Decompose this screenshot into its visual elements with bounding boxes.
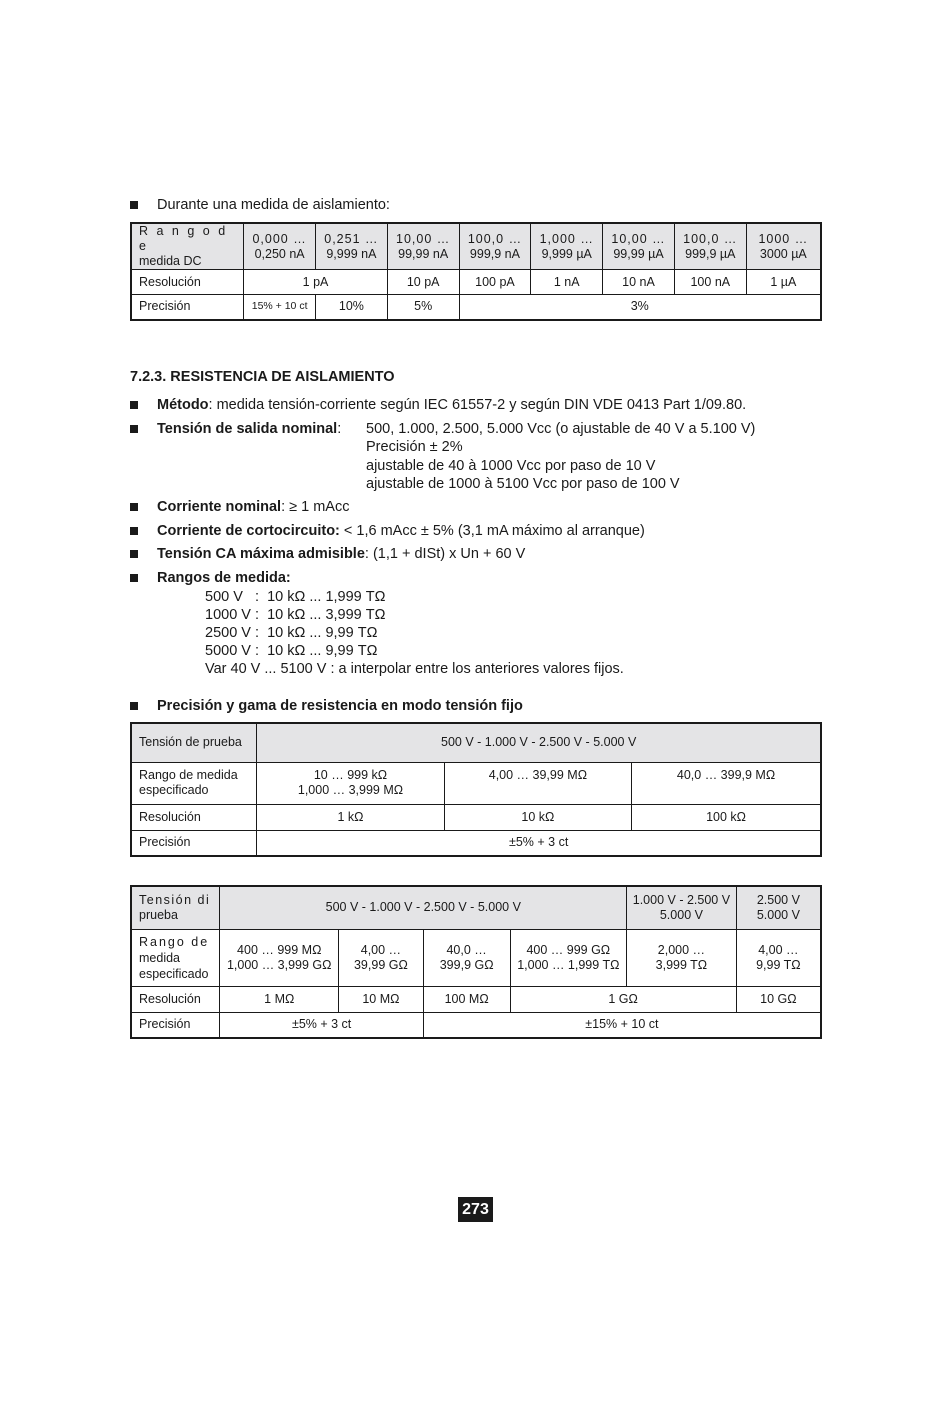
table-cell: ±15% + 10 ct [423, 1012, 821, 1038]
range-cell [387, 223, 459, 270]
output-colon: : [337, 421, 342, 437]
table-row [131, 1012, 821, 1038]
table-cell: 1 GΩ [510, 986, 736, 1012]
range-line: 1000 V : 10 kΩ ... 3,999 TΩ [205, 607, 386, 623]
table-cell: 10 nA [603, 270, 675, 295]
table-cell: 100 MΩ [423, 986, 510, 1012]
bullet-icon [130, 702, 138, 710]
range-top: 0,251 … [324, 231, 379, 246]
voltage-line: 5.000 V [756, 907, 800, 922]
range-cell [746, 223, 821, 270]
table-cell [423, 929, 510, 986]
nominal-current-label: Corriente nominal [157, 499, 282, 515]
method-line [157, 396, 746, 414]
table-cell [627, 929, 737, 986]
table-cell: 5% [387, 295, 459, 320]
range-top: 0,000 … [252, 231, 307, 246]
table-row [131, 723, 821, 762]
range-value: 9,99 TΩ [756, 957, 801, 972]
high-range-table [130, 885, 822, 1039]
table-cell [339, 929, 424, 986]
short-circuit-label: Corriente de cortocircuito: [157, 523, 340, 539]
range-top: 100,0 … [683, 231, 738, 246]
short-circuit-text: < 1,6 mAcc ± 5% (3,1 mA máximo al arranque) [339, 523, 645, 539]
method-label: Método [157, 397, 209, 413]
range-header-cell [131, 223, 244, 270]
output-line [157, 420, 341, 438]
table-row [131, 929, 821, 986]
table-cell: 100 kΩ [632, 804, 821, 830]
range-cell [531, 223, 603, 270]
method-text: : medida tensión-corriente según IEC 61557-2 y según DIN VDE 0413 Part 1/09.80. [208, 397, 747, 413]
range-top: 10,00 … [611, 231, 666, 246]
range-top: 1000 … [758, 231, 809, 246]
range-value: 400 … 999 GΩ [526, 942, 611, 957]
range-line: 500 V : 10 kΩ ... 1,999 TΩ [205, 589, 386, 605]
table-cell: 10 GΩ [736, 986, 821, 1012]
test-voltages: 500 V - 1.000 V - 2.500 V - 5.000 V [257, 723, 821, 762]
precision-label: Precisión [131, 295, 244, 320]
table-cell: 1 MΩ [220, 986, 339, 1012]
table-cell: 10 pA [387, 270, 459, 295]
table-cell: 10 MΩ [339, 986, 424, 1012]
bullet-icon [130, 425, 138, 433]
range-value: 39,99 GΩ [353, 957, 408, 972]
table-row [131, 886, 821, 929]
table-cell: 15% + 10 ct [244, 295, 316, 320]
table-row [131, 762, 821, 804]
test-label-line-1: Tensión di [139, 892, 211, 907]
range-cell [459, 223, 531, 270]
short-circuit-line [157, 522, 645, 540]
table-row [131, 986, 821, 1012]
intro-text: Durante una medida de aislamiento: [157, 197, 390, 213]
range-value: 399,9 GΩ [439, 957, 494, 972]
table-cell: 1 pA [244, 270, 388, 295]
table-cell: 40,0 … 399,9 MΩ [632, 762, 821, 804]
bullet-icon [130, 527, 138, 535]
table-cell: 3% [459, 295, 821, 320]
output-value-4: ajustable de 1000 à 5100 Vcc por paso de 100 V [366, 476, 680, 492]
table-cell: 1 µA [746, 270, 821, 295]
range-cell [316, 223, 388, 270]
range-label-cell [131, 929, 220, 986]
precision-label: Precisión [131, 830, 257, 856]
table-row [131, 804, 821, 830]
range-cell [674, 223, 746, 270]
table-row [131, 830, 821, 856]
range-bottom: 999,9 nA [469, 246, 520, 261]
range-top: 100,0 … [467, 231, 523, 246]
table-cell [220, 929, 339, 986]
table-cell [736, 929, 821, 986]
range-label-line-3: especificado [139, 966, 209, 981]
range-line: 2500 V : 10 kΩ ... 9,99 TΩ [205, 625, 378, 641]
resolution-label: Resolución [131, 986, 220, 1012]
range-value: 10 … 999 kΩ [313, 767, 388, 782]
table-row [131, 295, 821, 320]
range-line: 5000 V : 10 kΩ ... 9,99 TΩ [205, 643, 378, 659]
output-value-2: Precisión ± 2% [366, 439, 463, 455]
voltage-line: 5.000 V [659, 907, 703, 922]
range-cell [603, 223, 675, 270]
page-number: 273 [458, 1197, 493, 1222]
test-voltages: 500 V - 1.000 V - 2.500 V - 5.000 V [220, 886, 627, 929]
table-cell: 10% [316, 295, 388, 320]
table-cell: ±5% + 3 ct [257, 830, 821, 856]
range-header-line-1: R a n g o d e [139, 224, 228, 253]
range-value: 400 … 999 MΩ [237, 942, 322, 957]
nominal-current-text: : ≥ 1 mAcc [281, 499, 350, 515]
precision-heading: Precisión y gama de resistencia en modo tensión fijo [157, 698, 523, 714]
table-row [131, 223, 821, 270]
max-ac-label: Tensión CA máxima admisible [157, 546, 365, 562]
bullet-icon [130, 401, 138, 409]
range-bottom: 0,250 nA [254, 246, 305, 261]
max-ac-text: : (1,1 + dISt) x Un + 60 V [364, 546, 526, 562]
range-value: 3,999 TΩ [655, 957, 708, 972]
range-cell [244, 223, 316, 270]
table-cell: 100 pA [459, 270, 531, 295]
range-bottom: 9,999 µA [541, 246, 592, 261]
table-cell: 10 kΩ [444, 804, 631, 830]
range-value: 1,000 … 1,999 TΩ [517, 957, 620, 972]
bullet-icon [130, 503, 138, 511]
range-label-line-1: Rango de medida [139, 768, 238, 782]
table-cell [257, 762, 444, 804]
precision-label: Precisión [131, 1012, 220, 1038]
nominal-current-line [157, 498, 349, 516]
range-value: 1,000 … 3,999 GΩ [226, 957, 332, 972]
dc-current-table [130, 222, 822, 321]
output-value-3: ajustable de 40 à 1000 Vcc por paso de 10 V [366, 458, 656, 474]
table-cell: ±5% + 3 ct [220, 1012, 423, 1038]
test-voltages-b [627, 886, 737, 929]
voltage-line: 2.500 V [756, 892, 800, 907]
resolution-label: Resolución [131, 270, 244, 295]
range-value: 4,00 … [758, 942, 799, 957]
range-label-line-2: medida [139, 950, 180, 965]
table-cell: 1 kΩ [257, 804, 444, 830]
table-cell: 1 nA [531, 270, 603, 295]
test-voltage-label: Tensión de prueba [131, 723, 257, 762]
table-cell: 100 nA [674, 270, 746, 295]
range-value: 40,0 … [446, 942, 487, 957]
range-label-line-1: Rango de [139, 934, 210, 949]
range-value: 1,000 … 3,999 MΩ [297, 782, 404, 797]
fixed-voltage-table [130, 722, 822, 857]
ranges-label: Rangos de medida: [157, 570, 291, 586]
range-value: 4,00 … [360, 942, 402, 957]
voltage-line: 1.000 V - 2.500 V [632, 892, 731, 907]
range-label-line-2: especificado [139, 783, 209, 797]
max-ac-line [157, 545, 525, 563]
bullet-icon [130, 201, 138, 209]
range-top: 1,000 … [539, 231, 594, 246]
table-cell: 4,00 … 39,99 MΩ [444, 762, 631, 804]
bullet-icon [130, 550, 138, 558]
range-bottom: 99,99 nA [398, 246, 449, 261]
table-row [131, 270, 821, 295]
range-bottom: 9,999 nA [326, 246, 377, 261]
output-label: Tensión de salida nominal [157, 421, 338, 437]
range-bottom: 99,99 µA [613, 246, 664, 261]
output-value-1: 500, 1.000, 2.500, 5.000 Vcc (o ajustable de 40 V a 5.100 V) [366, 421, 756, 437]
range-line: Var 40 V ... 5100 V : a interpolar entre los anteriores valores fijos. [205, 661, 624, 677]
bullet-icon [130, 574, 138, 582]
test-voltage-label [131, 886, 220, 929]
test-label-line-2: prueba [139, 907, 178, 922]
test-voltages-c [736, 886, 821, 929]
range-bottom: 3000 µA [759, 246, 807, 261]
range-header-line-2: medida DC [139, 254, 202, 268]
range-bottom: 999,9 µA [685, 246, 736, 261]
section-title: 7.2.3. RESISTENCIA DE AISLAMIENTO [130, 369, 395, 385]
range-value: 2,000 … [657, 942, 706, 957]
range-label-cell [131, 762, 257, 804]
resolution-label: Resolución [131, 804, 257, 830]
table-cell [510, 929, 627, 986]
range-top: 10,00 … [396, 231, 451, 246]
